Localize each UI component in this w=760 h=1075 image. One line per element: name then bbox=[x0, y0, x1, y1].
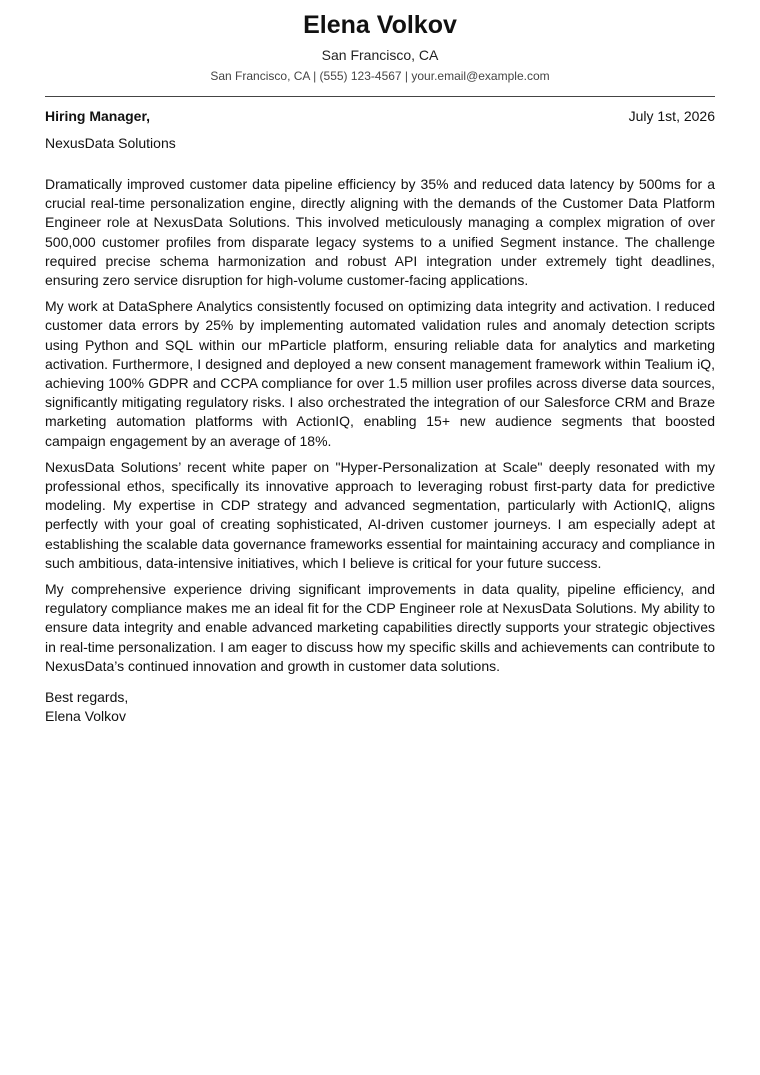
letter-header bbox=[45, 0, 715, 84]
recipient-date-row bbox=[45, 107, 715, 125]
contact-line: San Francisco, CA | (555) 123-4567 | your.email@example.com bbox=[210, 69, 550, 83]
body-paragraph: Dramatically improved customer data pipeline efficiency by 35% and reduced data latency by 500ms for a crucial real-time personalization engine, directly aligning with the demands of the Customer Data Platform Engineer role at NexusData Solutions. This involved meticulously managing a complex migration of over 500,000 customer profiles from disparate legacy systems to a unified Segment instance. The challenge required precise schema harmonization and robust API integration under extremely tight deadlines, ensuring zero service disruption for high-volume customer-facing applications. bbox=[45, 176, 715, 289]
applicant-name: Elena Volkov bbox=[303, 11, 457, 39]
body-paragraph: My work at DataSphere Analytics consistently focused on optimizing data integrity and activation. I reduced customer data errors by 25% by implementing automated validation rules and anomaly detection scripts using Python and SQL within our mParticle platform, ensuring reliable data for analytics and marketing activation. Furthermore, I designed and deployed a new consent management framework within Tealium iQ, achieving 100% GDPR and CCPA compliance for over 1.5 million user profiles across diverse data sources, significantly mitigating regulatory risks. I also orchestrated the integration of our Salesforce CRM and Braze marketing automation platforms with ActionIQ, enabling 15+ new audience segments that boosted campaign engagement by an average of 18%. bbox=[45, 298, 715, 449]
body-paragraph: NexusData Solutions’ recent white paper on "Hyper-Personalization at Scale" deeply resonated with my professional ethos, specifically its innovative approach to leveraging robust first-party data for predictive modeling. My expertise in CDP strategy and advanced segmentation, particularly with ActionIQ, aligns perfectly with your goal of creating sophisticated, AI-driven customer journeys. I am especially adept at establishing the scalable data governance frameworks essential for maintaining accuracy and compliance in such ambitious, data-intensive initiatives, which I believe is critical for your future success. bbox=[45, 458, 715, 571]
recipient-salutation: Hiring Manager, bbox=[45, 108, 151, 124]
closing-phrase: Best regards, bbox=[45, 689, 129, 706]
letter-date: July 1st, 2026 bbox=[628, 108, 715, 124]
letter-closing bbox=[45, 688, 715, 726]
letter-body bbox=[45, 175, 715, 676]
applicant-location: San Francisco, CA bbox=[321, 47, 439, 63]
body-paragraph: My comprehensive experience driving significant improvements in data quality, pipeline efficiency, and regulatory compliance makes me an ideal fit for the CDP Engineer role at NexusData Solutions. My ability to ensure data integrity and enable advanced marketing capabilities directly supports your strategic objectives in real-time personalization. I am eager to discuss how my specific skills and achievements can contribute to NexusData’s continued innovation and growth in customer data solutions. bbox=[45, 581, 715, 674]
header-divider bbox=[45, 96, 715, 97]
signature-name: Elena Volkov bbox=[45, 708, 126, 725]
company-name: NexusData Solutions bbox=[45, 135, 176, 151]
